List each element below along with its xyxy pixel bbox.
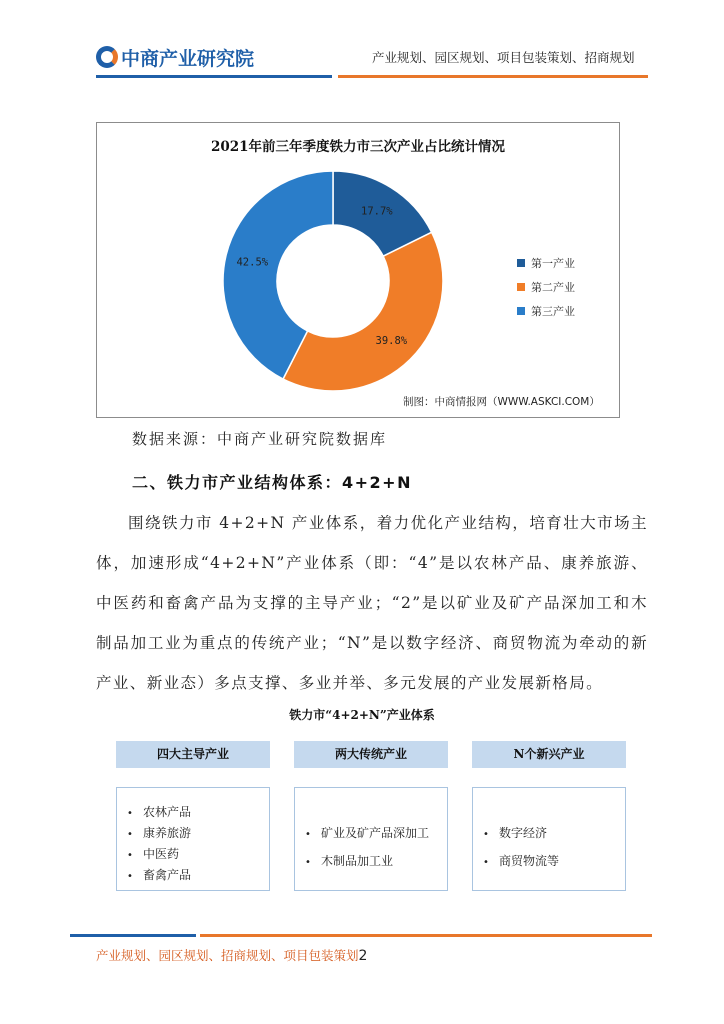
list-item: • 中医药: [117, 845, 179, 862]
chart-title: 2021年前三年季度铁力市三次产业占比统计情况: [210, 139, 506, 155]
header-divider-orange: [338, 75, 648, 78]
list-item: • 数字经济: [473, 824, 547, 841]
bullet-icon: •: [127, 808, 133, 819]
category-header-emerging: N个新兴产业: [472, 741, 626, 768]
list-item: • 木制品加工业: [295, 852, 393, 869]
data-label: 17.7%: [361, 205, 393, 218]
data-source: 数据来源：中商产业研究院数据库: [132, 430, 388, 448]
header-divider-blue: [96, 75, 332, 78]
logo-icon: [96, 46, 118, 68]
list-item: • 商贸物流等: [473, 852, 559, 869]
header-tagline: 产业规划、园区规划、项目包装策划、招商规划: [372, 50, 635, 65]
legend-swatch: [517, 283, 525, 291]
legend-swatch: [517, 307, 525, 315]
legend-item-tertiary: [517, 299, 575, 323]
chart-frame: [96, 122, 620, 418]
data-label: 42.5%: [236, 256, 269, 269]
category-header-traditional: 两大传统产业: [294, 741, 448, 768]
legend-label: 第一产业: [531, 257, 575, 270]
diagram-title: 铁力市“4+2+N”产业体系: [289, 708, 435, 722]
bullet-icon: •: [127, 871, 133, 882]
category-box-leading: [116, 787, 270, 891]
list-item: • 畜禽产品: [117, 866, 191, 883]
footer-text: 产业规划、园区规划、招商规划、项目包装策划: [96, 948, 359, 963]
section-heading: 二、铁力市产业结构体系：4+2+N: [132, 473, 412, 492]
chart-legend: [517, 251, 575, 323]
list-item: • 康养旅游: [117, 824, 191, 841]
bullet-icon: •: [127, 850, 133, 861]
donut-slice-secondary: [283, 232, 443, 391]
logo-text: 中商产业研究院: [121, 47, 255, 70]
chart-credit: 制图：中商情报网（WWW.ASKCI.COM）: [403, 396, 600, 408]
data-label: 39.8%: [375, 335, 408, 348]
list-item: • 矿业及矿产品深加工: [295, 824, 429, 841]
body-paragraph: [96, 503, 648, 703]
legend-item-secondary: [517, 275, 575, 299]
bullet-icon: •: [305, 829, 311, 840]
company-logo: [96, 44, 254, 70]
list-item: • 农林产品: [117, 803, 191, 820]
category-header-leading: 四大主导产业: [116, 741, 270, 768]
paragraph-text: 围绕铁力市 4+2+N 产业体系，着力优化产业结构，培育壮大市场主体，加速形成“4+2+N”产业体系（即：“4”是以农林产品、康养旅游、中医药和畜禽产品为支撑的主导产业；“2”是以矿业及矿产品深加工和木制品加工业为重点的传统产业；“N”是以数字经济、商贸物流为牵动的新产业、新业态）多点支撑、多业并举、多元发展的产业发展新格局。: [96, 514, 648, 692]
legend-label: 第三产业: [531, 305, 575, 318]
footer-divider-orange: [200, 934, 652, 937]
bullet-icon: •: [305, 857, 311, 868]
footer: [96, 946, 367, 964]
legend-label: 第二产业: [531, 281, 575, 294]
legend-swatch: [517, 259, 525, 267]
legend-item-primary: [517, 251, 575, 275]
category-box-emerging: [472, 787, 626, 891]
footer-divider-blue: [70, 934, 196, 937]
bullet-icon: •: [483, 857, 489, 868]
category-box-traditional: [294, 787, 448, 891]
bullet-icon: •: [127, 829, 133, 840]
page-number: 2: [358, 948, 368, 964]
bullet-icon: •: [483, 829, 489, 840]
